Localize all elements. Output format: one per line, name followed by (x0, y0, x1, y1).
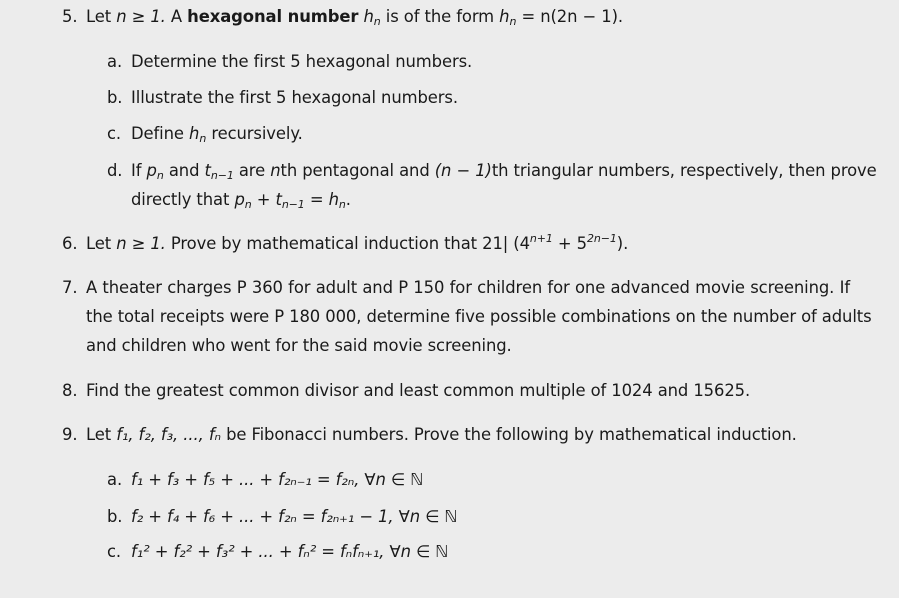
math-condition: n ≥ 1. (116, 7, 166, 26)
math-var: h (328, 190, 339, 209)
problem-5-statement (62, 6, 623, 28)
math-expr: 21| (4 (482, 234, 530, 253)
problem-5b (107, 87, 458, 109)
math-exponent: n+1 (529, 232, 553, 245)
math-sub: n (199, 132, 207, 145)
math-var: h (363, 7, 374, 26)
text: If (131, 161, 142, 180)
part-text: Define (131, 124, 184, 143)
math-condition: n ≥ 1. (116, 234, 166, 253)
text: is of the form (385, 7, 495, 26)
problem-9b (107, 506, 457, 528)
part-letter: c. (107, 124, 122, 143)
text: Prove by mathematical induction that (170, 234, 477, 253)
problem-9c (107, 541, 448, 563)
math-var: t (204, 161, 211, 180)
text: th pentagonal and (280, 161, 430, 180)
problem-number: 7. (62, 278, 78, 297)
text: the total receipts were P 180 000, determine five possible combinations on the number of adults (86, 307, 872, 326)
part-letter: a. (107, 52, 123, 71)
math-expr: ). (616, 234, 629, 253)
part-letter: d. (107, 161, 123, 180)
part-letter: c. (107, 542, 122, 561)
math-sub: n (244, 198, 252, 211)
problem-5c (107, 123, 303, 145)
math-var: p (234, 190, 245, 209)
problem-5d-line1 (107, 160, 877, 182)
text: and (168, 161, 200, 180)
problem-6-statement (62, 233, 628, 255)
part-letter: b. (107, 88, 123, 107)
text: and children who went for the said movie screening. (86, 336, 512, 355)
text: Find the greatest common divisor and least common multiple of 1024 and 15625. (86, 381, 751, 400)
formula: = n(2n − 1). (516, 7, 623, 26)
part-text: Determine the first 5 hexagonal numbers. (131, 52, 473, 71)
bold-term: hexagonal number (187, 7, 359, 26)
problem-9a (107, 469, 423, 491)
problem-number: 5. (62, 7, 78, 26)
text: are (238, 161, 266, 180)
math-var: h (189, 124, 200, 143)
part-text: recursively. (206, 124, 303, 143)
math-var: h (499, 7, 510, 26)
problem-7-line2 (86, 306, 872, 328)
text: Let (86, 425, 112, 444)
math-op: = (304, 190, 329, 209)
math-var: p (146, 161, 157, 180)
text: A (170, 7, 183, 26)
text: Let (86, 234, 112, 253)
math-expr: f₂ + f₄ + f₆ + ... + f₂ₙ = f₂ₙ₊₁ − 1, ∀n ∈ ℕ (131, 507, 458, 526)
math-expr: (n − 1) (434, 161, 492, 180)
math-var: n (270, 161, 281, 180)
part-letter: a. (107, 470, 123, 489)
math-sub: n−1 (210, 169, 234, 182)
math-sub: n (509, 15, 517, 28)
math-expr: f₁ + f₃ + f₅ + ... + f₂ₙ₋₁ = f₂ₙ, ∀n ∈ ℕ (131, 470, 424, 489)
math-var: t (275, 190, 282, 209)
problem-5a (107, 51, 472, 73)
text: directly that (131, 190, 230, 209)
problem-number: 8. (62, 381, 78, 400)
problem-5d-line2 (131, 189, 351, 211)
math-expr: + 5 (552, 234, 587, 253)
math-sub: n (338, 198, 346, 211)
math-exponent: 2n−1 (587, 232, 617, 245)
math-op: + (251, 190, 276, 209)
part-letter: b. (107, 507, 123, 526)
math-sub: n (373, 15, 381, 28)
problem-7-line3 (86, 335, 512, 357)
part-text: Illustrate the first 5 hexagonal numbers. (131, 88, 458, 107)
text: th triangular numbers, respectively, then prove (491, 161, 877, 180)
problem-number: 6. (62, 234, 78, 253)
problem-7-line1 (62, 277, 850, 299)
math-sub: n (156, 169, 164, 182)
problem-number: 9. (62, 425, 78, 444)
math-sub: n−1 (281, 198, 305, 211)
math-expr: f₁² + f₂² + f₃² + ... + fₙ² = fₙfₙ₊₁, ∀n ∈ ℕ (131, 542, 449, 561)
text: be Fibonacci numbers. Prove the following by mathematical induction. (226, 425, 797, 444)
math-expr: f₁, f₂, f₃, ..., fₙ (116, 425, 221, 444)
problem-9-statement (62, 424, 797, 446)
text: A theater charges P 360 for adult and P 150 for children for one advanced movie screening. If (86, 278, 850, 297)
problem-8-statement (62, 380, 750, 402)
text: Let (86, 7, 112, 26)
text: . (345, 190, 351, 209)
